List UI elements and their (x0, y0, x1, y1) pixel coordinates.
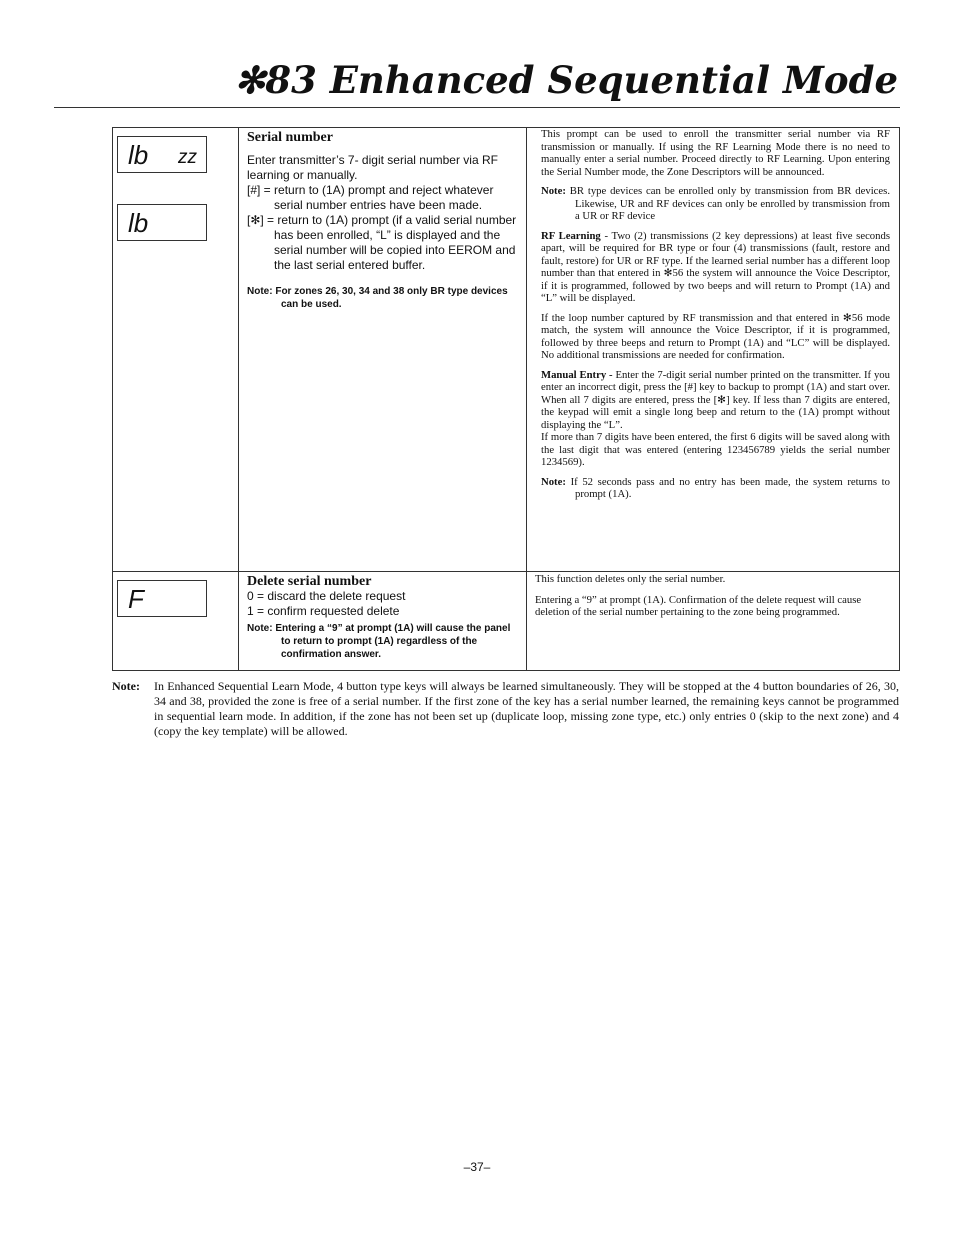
prompt-note: Note: For zones 26, 30, 34 and 38 only BR type devices can be used. (247, 286, 508, 310)
prompt-description-cell (239, 572, 527, 671)
rf-learning-label: RF Learning (541, 229, 601, 242)
display-cell (113, 128, 239, 572)
note-label: Note: (541, 185, 566, 197)
lcd-display (117, 204, 207, 241)
bottom-note (112, 679, 899, 739)
explanation-cell (527, 128, 900, 572)
bottom-note-label: Note: (112, 679, 140, 693)
note-text: If 52 seconds pass and no entry has been made, the system returns to prompt (1A). (570, 475, 890, 500)
prompt-line: Enter transmitter’s 7- digit serial number via RF learning or manually. (247, 153, 498, 182)
prompt-heading: Serial number (247, 130, 333, 145)
explanation-paragraph (541, 230, 890, 305)
prompt-line: 0 = discard the delete request (247, 589, 406, 603)
explanation-paragraph: If more than 7 digits have been entered, the first 6 digits will be saved along with the last digit that was entered (entering 123456789 yields the serial number 1234569). (541, 431, 890, 468)
prompt-line: [✻] = return to (1A) prompt (if a valid serial number has been enrolled, “L” is displayed and the serial number will be copied into EEROM and the last serial entered buffer. (247, 213, 517, 272)
manual-entry-label: Manual Entry - (541, 368, 613, 381)
explanation-paragraph (541, 369, 890, 432)
explanation-paragraph: This function deletes only the serial number. (535, 573, 726, 585)
title-rule (54, 107, 900, 108)
explanation-note (541, 476, 890, 501)
table-row-delete-serial (113, 572, 900, 671)
lcd-main-text: F (128, 584, 144, 614)
page-title: ✻83 Enhanced Sequential Mode (234, 58, 898, 102)
bottom-note-text: In Enhanced Sequential Learn Mode, 4 button type keys will always be learned simultaneously. They will be stopped at the 4 button boundaries of 26, 30, 34 and 38, provided the zone is free of a serial number. If the first zone of the key has a serial number learned, the remaining keys cannot be programmed in sequential learn mode. In addition, if the zone has not been set up (duplicate loop, missing zone type, etc.) only entries 0 (skip to the next zone) and 4 (copy the key template) will be allowed. (154, 679, 899, 738)
lcd-sub-text: zz (178, 147, 197, 168)
programming-table (112, 127, 900, 671)
explanation-note (541, 185, 890, 223)
note-label: Note: (541, 475, 566, 488)
table-row-serial-number (113, 128, 900, 572)
explanation-paragraph: Entering a “9” at prompt (1A). Confirmation of the delete request will cause deletion of the serial number pertaining to the zone being programmed. (535, 593, 862, 618)
prompt-heading: Delete serial number (247, 574, 372, 589)
lcd-main-text: lb (128, 208, 149, 238)
explanation-paragraph: If the loop number captured by RF transmission and that entered in ✻56 mode match, the system will announce the Voice Descriptor, if it is programmed, followed by three beeps and return to Prompt (1A) and “LC” will be displayed. No additional transmissions are needed for confirmation. (541, 311, 890, 361)
manual-entry-text: Enter the 7-digit serial number printed on the transmitter. If you enter an incorrect digit, press the [#] key to backup to prompt (1A) and start over. When all 7 digits are entered, press the [✻] key. If less than 7 digits are entered, the keypad will emit a single long beep and return to the (1A) prompt without displaying the “L”. (541, 368, 890, 431)
note-text: BR type devices can be enrolled only by transmission from BR devices. Likewise, UR and RF devices can only be enrolled by transmission from a UR or RF device (569, 185, 890, 222)
prompt-description-cell (239, 128, 527, 572)
lcd-main-text: lb (128, 140, 149, 170)
explanation-cell (527, 572, 900, 671)
display-cell (113, 572, 239, 671)
rf-learning-text: - Two (2) transmissions (2 key depressions) at least five seconds apart, will be required for BR type or four (4) transmissions (fault, restore and fault, restore) for UR or RF type. If the learned serial number has a different loop number than that entered in ✻56 the system will announce the Voice Descriptor, if it is programmed, followed by two beeps and will return to Prompt (1A) and “L” will be displayed. (541, 229, 890, 304)
lcd-display (117, 580, 207, 617)
prompt-note: Note: Entering a “9” at prompt (1A) will cause the panel to return to prompt (1A) regardless of the confirmation answer. (247, 623, 511, 660)
prompt-line: [#] = return to (1A) prompt and reject whatever serial number entries have been made. (247, 183, 494, 212)
page-number: –37– (463, 1160, 491, 1174)
explanation-paragraph: This prompt can be used to enroll the transmitter serial number via RF transmission or manually. If using the RF Learning Mode there is no need to manually enter a serial number. Proceed directly to RF Learning. Upon entering the Serial Number mode, the Zone Descriptors will be announced. (541, 128, 890, 178)
prompt-line: 1 = confirm requested delete (247, 604, 400, 618)
lcd-display (117, 136, 207, 173)
